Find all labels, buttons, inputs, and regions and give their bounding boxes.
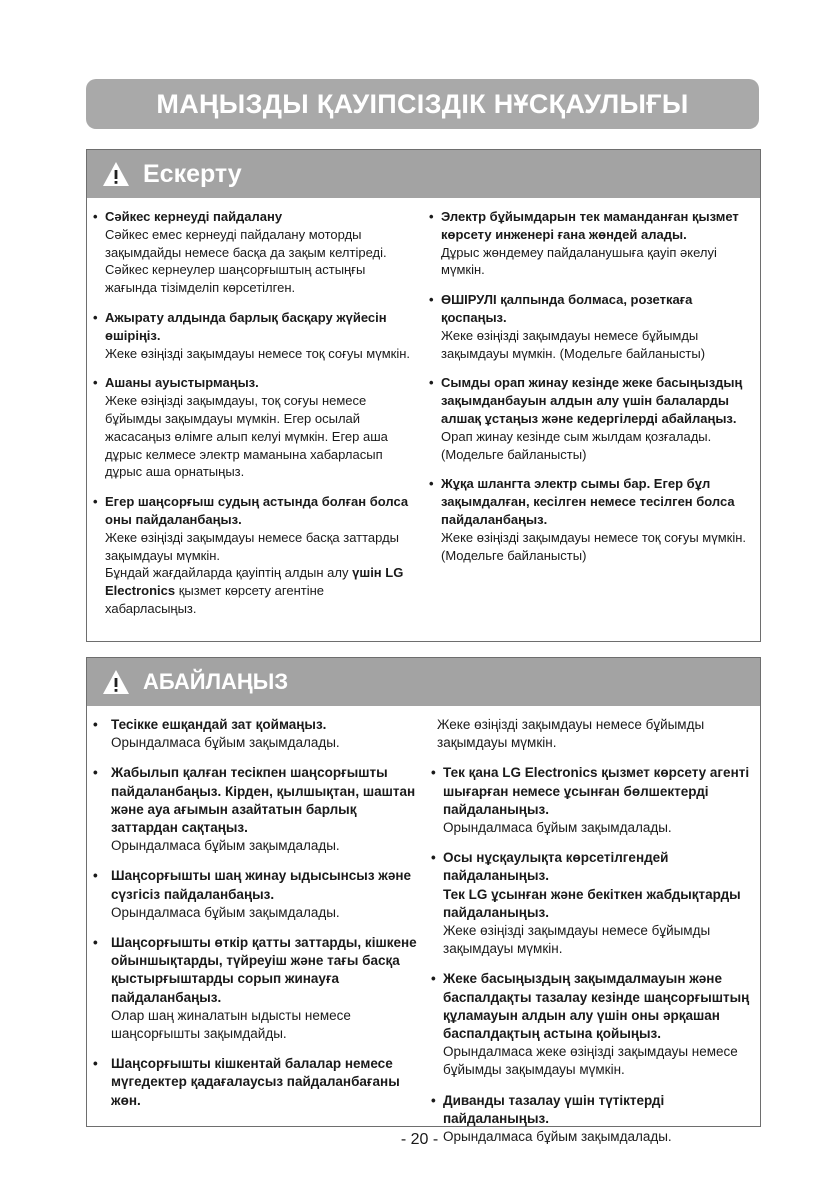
warning-triangle-icon xyxy=(101,160,131,188)
list-item: • Диванды тазалау үшін түтіктерді пайдаланыңыз. Орындалмаса бұйым зақымдалады. xyxy=(431,1092,672,1145)
warning-right-column xyxy=(423,208,758,576)
warning-triangle-icon xyxy=(101,668,131,696)
list-item: • Сәйкес кернеуді пайдалану Сәйкес емес кернеуді пайдалану моторды зақымдайды немесе басқа да зақым келтіреді. Сәйкес кернеулер шаңсорғыштың астыңғы жағында тізімделіп көрсетілген. xyxy=(93,209,387,296)
list-item: • Тесікке ешқандай зат қоймаңыз. Орындалмаса бұйым зақымдалады. xyxy=(93,717,340,751)
title-bar xyxy=(86,79,759,129)
caution-heading: АБАЙЛАҢЫЗ xyxy=(143,669,289,694)
list-item: • Жұқа шлангта электр сымы бар. Егер бұл зақымдалған, кесілген немесе тесілген болса пайдаланбаңыз. Жеке өзіңізді зақымдауы немесе тоқ соғуы мүмкін.(Модельге байланысты) xyxy=(429,476,747,563)
list-item: • Сымды орап жинау кезінде жеке басыңыздың зақымданбауын алдын алу үшін балаларды алшақ ұстаңыз және кедергілерді абайлаңыз. Орап жинау кезінде сым жылдам қозғалады. (Модельге байланысты) xyxy=(429,375,743,462)
page-title: МАҢЫЗДЫ ҚАУІПСІЗДІК НҰСҚАУЛЫҒЫ xyxy=(156,88,689,119)
list-item: • Жеке басыңыздың зақымдалмауын және баспалдақты тазалау кезінде шаңсорғыштың құламауын алдын алу үшін оны әрқашан баспалдақтың астына қойыңыз. Орындалмаса жеке өзіңізді зақымдауы немесе бұйымды зақымдауы мүмкін. xyxy=(431,971,750,1078)
list-item: • Осы нұсқаулықта көрсетілгендей пайдаланыңыз. Тек LG ұсынған және бекіткен жабдықтарды пайдаланыңыз. Жеке өзіңізді зақымдауы немесе бұйымды зақымдауы мүмкін. xyxy=(431,850,741,957)
list-item: • Ажырату алдында барлық басқару жүйесін өшіріңіз. Жеке өзіңізді зақымдауы немесе тоқ соғуы мүмкін. xyxy=(93,309,411,361)
list-item: • Жабылып қалған тесікпен шаңсорғышты пайдаланбаңыз. Кірден, қылшықтан, шаштан және ауа ағымын азайтатын барлық заттардан сақтаңыз. Орындалмаса бұйым зақымдалады. xyxy=(93,765,416,854)
list-item: • Ашаны ауыстырмаңыз. Жеке өзіңізді зақымдауы, тоқ соғуы немесе бұйымды зақымдауы мүмкін. Егер осылай жасасаңыз өлімге алып келуі мүмкін. Егер аша дұрыс келмесе электр маманына хабарласып дұрыс аша орнатыңыз. xyxy=(93,375,388,480)
list-item: • Шаңсорғышты кішкентай балалар немесе мүгедектер қадағалаусыз пайдаланбағаны жөн. xyxy=(93,1056,400,1108)
caution-header xyxy=(87,658,760,706)
list-item: • ӨШІРУЛІ қалпында болмаса, розеткаға қоспаңыз. Жеке өзіңізді зақымдауы немесе бұйымды зақымдауы мүмкін. (Модельге байланысты) xyxy=(429,292,706,361)
continued-text: Жеке өзіңізді зақымдауы немесе бұйымды зақымдауы мүмкін. xyxy=(437,717,705,751)
list-item: • Шаңсорғышты шаң жинау ыдысынсыз және сүзгісіз пайдаланбаңыз. Орындалмаса бұйым зақымдалады. xyxy=(93,868,412,920)
caution-left-column xyxy=(87,716,427,1122)
warning-box xyxy=(86,149,761,642)
list-item: • Егер шаңсорғыш судың астында болған болса оны пайдаланбаңыз. Жеке өзіңізді зақымдауы немесе басқа заттарды зақымдауы мүмкін. Бұндай жағдайларда қауіптің алдын алу үшін LG Electronics қызмет көрсету агентіне хабарласыңыз. xyxy=(93,494,409,616)
warning-header xyxy=(87,150,760,198)
list-item: • Тек қана LG Electronics қызмет көрсету агенті шығарған немесе ұсынған бөлшектерді пайдаланыңыз. Орындалмаса бұйым зақымдалады. xyxy=(431,765,750,836)
caution-right-column xyxy=(425,716,758,1158)
warning-left-column xyxy=(87,208,417,630)
page-number: - 20 - xyxy=(400,1131,439,1148)
list-item: • Шаңсорғышты өткір қатты заттарды, кішкене ойыншықтарды, түйреуіш және тағы басқа қыстырғыштарды сорып жинауға пайдаланбаңыз. Олар шаң жиналатын ыдысты немесе шаңсорғышты зақымдайды. xyxy=(93,935,417,1042)
warning-heading: Ескерту xyxy=(143,159,242,188)
list-item: • Электр бұйымдарын тек маманданған қызмет көрсету инженері ғана жөндей алады. Дұрыс жөндемеу пайдаланушыға қауіп әкелуі мүмкін. xyxy=(429,209,739,278)
